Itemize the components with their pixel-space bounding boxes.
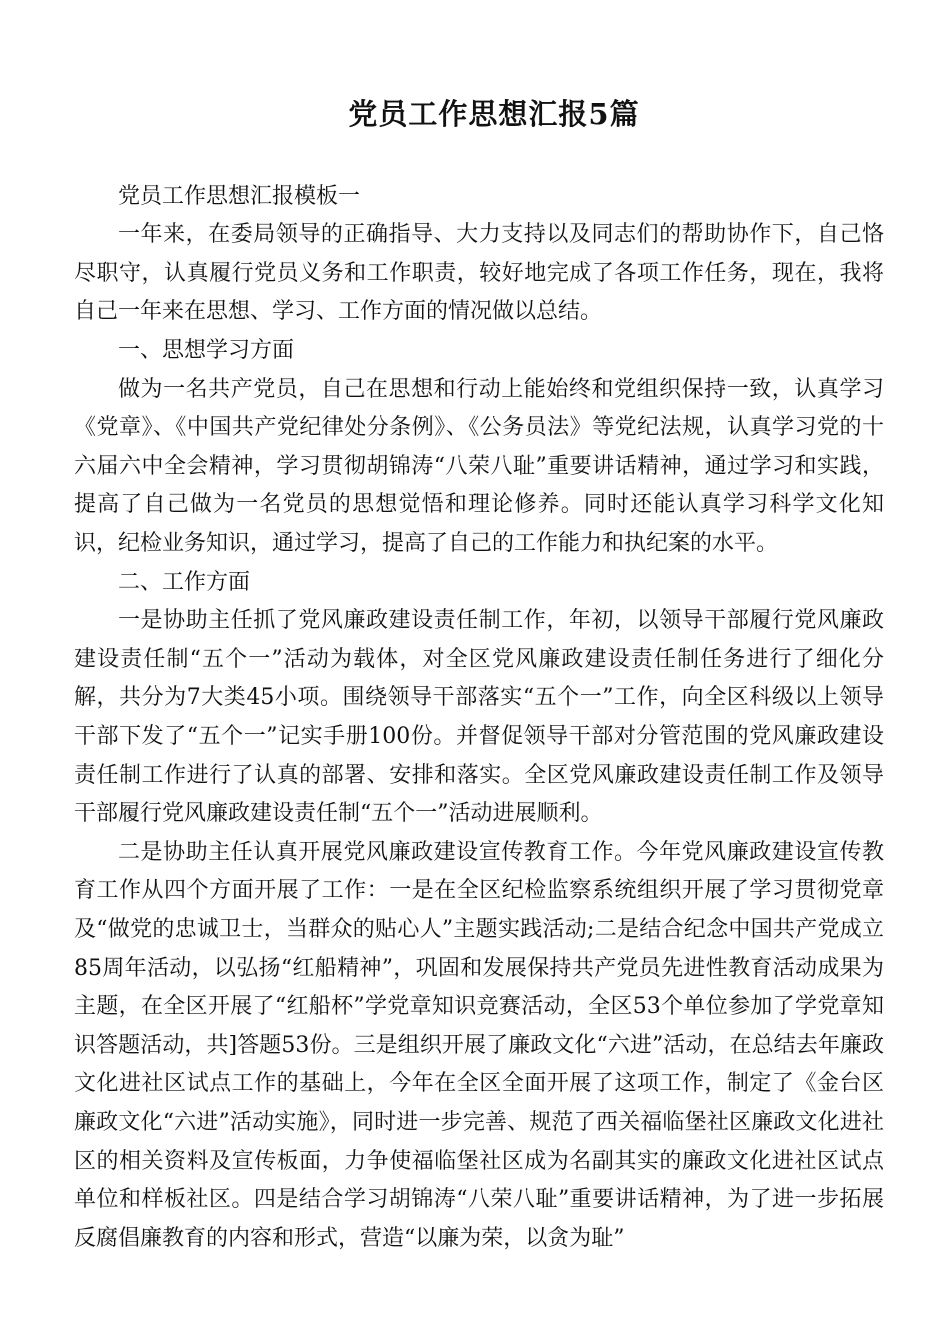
document-title: 党员工作思想汇报5篇 bbox=[348, 97, 640, 131]
section-heading-work: 二、工作方面 bbox=[118, 569, 251, 595]
body-paragraph: 二是协助主任认真开展党风廉政建设宣传教育工作。今年党风廉政建设宣传教育工作从四个方面开展了工作：一是在全区纪检监察系统组织开展了学习贯彻党章及“做党的忠诚卫士，当群众的贴心人”主题实践活动;二是结合纪念中国共产党成立85周年活动，以弘扬“红船精神”，巩固和发展保持共产党员先进性教育活动成果为主题，在全区开展了“红船杯”学党章知识竞赛活动，全区53个单位参加了学党章知识答题活动，共]答题53份。三是组织开展了廉政文化“六进”活动，在总结去年廉政文化进社区试点工作的基础上，今年在全区全面开展了这项工作，制定了《金台区廉政文化“六进”活动实施》，同时进一步完善、规范了西关福临堡社区廉政文化进社区的相关资料及宣传板面，力争使福临堡社区成为名副其实的廉政文化进社区试点单位和样板社区。四是结合学习胡锦涛“八荣八耻”重要讲话精神，为了进一步拓展反腐倡廉教育的内容和形式，营造“以廉为荣，以贪为耻” bbox=[74, 839, 884, 1251]
section-heading-template: 党员工作思想汇报模板一 bbox=[118, 183, 361, 209]
document-body bbox=[74, 178, 884, 1259]
section-heading-thought-study: 一、思想学习方面 bbox=[118, 338, 295, 364]
body-paragraph: 一年来，在委局领导的正确指导、大力支持以及同志们的帮助协作下，自己恪尽职守，认真履行党员义务和工作职责，较好地完成了各项工作任务，现在，我将自己一年来在思想、学习、工作方面的情况做以总结。 bbox=[74, 222, 884, 325]
body-paragraph: 做为一名共产党员，自己在思想和行动上能始终和党组织保持一致，认真学习《党章》、《中国共产党纪律处分条例》、《公务员法》等党纪法规，认真学习党的十六届六中全会精神，学习贯彻胡锦涛“八荣八耻”重要讲话精神，通过学习和实践，提高了自己做为一名党员的思想觉悟和理论修养。同时还能认真学习科学文化知识，纪检业务知识，通过学习，提高了自己的工作能力和执纪案的水平。 bbox=[74, 376, 884, 557]
body-paragraph: 一是协助主任抓了党风廉政建设责任制工作，年初，以领导干部履行党风廉政建设责任制“五个一”活动为载体，对全区党风廉政建设责任制任务进行了细化分解，共分为7大类45小项。围绕领导干部落实“五个一”工作，向全区科级以上领导干部下发了“五个一”记实手册100份。并督促领导干部对分管范围的党风廉政建设责任制工作进行了认真的部署、安排和落实。全区党风廉政建设责任制工作及领导干部履行党风廉政建设责任制“五个一”活动进展顺利。 bbox=[74, 608, 884, 827]
